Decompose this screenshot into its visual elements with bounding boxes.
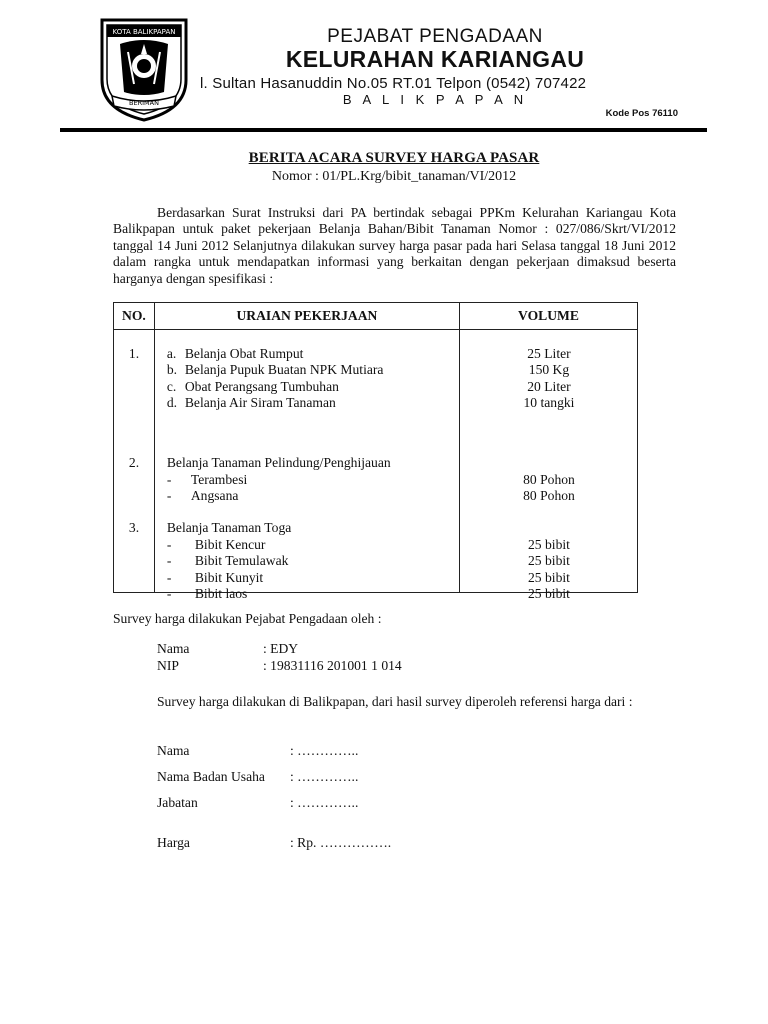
item-volume: 150 Kg [528, 362, 570, 377]
item-volume: 25 bibit [528, 586, 570, 601]
table-header-uraian: URAIAN PEKERJAAN [154, 303, 459, 330]
no-column [114, 330, 155, 593]
ref-name-value: : ………….. [290, 743, 359, 758]
header-city: B A L I K P A P A N [342, 92, 528, 107]
ref-price-label: Harga [157, 835, 190, 850]
logo-top-text: KOTA BALIKPAPAN [112, 28, 176, 36]
header-office: PEJABAT PENGADAAN [327, 26, 543, 47]
item-description: Bibit laos [194, 586, 248, 601]
item-marker: - [166, 553, 172, 568]
item-marker: - [166, 570, 172, 585]
ref-company-label: Nama Badan Usaha [157, 769, 265, 784]
item-description: Bibit Kencur [194, 537, 266, 552]
item-description: Bibit Kunyit [194, 570, 264, 585]
intro-paragraph: Berdasarkan Surat Instruksi dari PA bertindak sebagai PPKm Kelurahan Kariangau Kota Balikpapan untuk paket pekerjaan Belanja Bahan/Bibit Tanaman Nomor : 027/086/Skrt/VI/2012 tanggal 14 Juni 2012 Selanjutnya dilakukan survey harga pasar pada hari Selasa tanggal 18 Juni 2012 dalam rangka untuk mendapatkan informasi yang berkaitan dengan pekerjaan dimaksud beserta harganya dengan spesifikasi : [113, 205, 676, 286]
table-header-volume: VOLUME [459, 303, 637, 330]
survey-by-line: Survey harga dilakukan Pejabat Pengadaan oleh : [113, 611, 382, 626]
item-volume: 10 tangki [523, 395, 575, 410]
header-kelurahan: KELURAHAN KARIANGAU [285, 46, 585, 72]
officer-nip-label: NIP [157, 658, 179, 673]
item-marker: b. [166, 362, 178, 377]
item-marker: - [166, 488, 172, 503]
work-items-table [113, 302, 638, 601]
item-description: Obat Perangsang Tumbuhan [184, 379, 339, 394]
item-volume: 25 bibit [528, 553, 570, 568]
survey-location-paragraph: Survey harga dilakukan di Balikpapan, dari hasil survey diperoleh referensi harga dari : [157, 694, 633, 709]
item-number: 1. [128, 346, 140, 361]
item-group-title: Belanja Tanaman Pelindung/Penghijauan [166, 455, 391, 470]
item-volume: 25 bibit [528, 537, 570, 552]
item-marker: - [166, 586, 172, 601]
item-marker: d. [166, 395, 178, 410]
uraian-column [154, 330, 459, 601]
item-marker: a. [166, 346, 177, 361]
item-number: 3. [128, 520, 140, 535]
item-group-title: Belanja Tanaman Toga [166, 520, 292, 535]
table-header-no: NO. [114, 303, 155, 330]
item-description: Belanja Air Siram Tanaman [184, 395, 336, 410]
item-description: Bibit Temulawak [194, 553, 289, 568]
item-marker: c. [166, 379, 177, 394]
item-description: Terambesi [190, 472, 248, 487]
item-marker: - [166, 472, 172, 487]
ref-company-value: : ………….. [290, 769, 359, 784]
item-marker: - [166, 537, 172, 552]
balikpapan-crest-logo [98, 14, 190, 122]
item-description: Angsana [190, 488, 239, 503]
item-volume: 80 Pohon [523, 472, 575, 487]
ref-position-value: : ………….. [290, 795, 359, 810]
volume-column [459, 330, 637, 601]
item-volume: 25 Liter [527, 346, 571, 361]
ref-position-label: Jabatan [157, 795, 198, 810]
ref-price-value: : Rp. ……………. [290, 835, 392, 850]
officer-name-label: Nama [157, 641, 190, 656]
officer-name-value: : EDY [263, 641, 299, 656]
letterhead-rule [60, 128, 707, 132]
item-volume: 80 Pohon [523, 488, 575, 503]
item-volume: 20 Liter [527, 379, 571, 394]
officer-nip-value: : 19831116 201001 1 014 [263, 658, 402, 673]
item-number: 2. [128, 455, 140, 470]
document-number: Nomor : 01/PL.Krg/bibit_tanaman/VI/2012 [271, 169, 517, 184]
header-address: l. Sultan Hasanuddin No.05 RT.01 Telpon (0542) 707422 [200, 75, 587, 92]
logo-banner-text: BERIMAN [129, 99, 159, 107]
ref-name-label: Nama [157, 743, 190, 758]
item-description: Belanja Obat Rumput [184, 346, 304, 361]
item-volume: 25 bibit [528, 570, 570, 585]
header-postal-code: Kode Pos 76110 [605, 108, 678, 119]
item-description: Belanja Pupuk Buatan NPK Mutiara [184, 362, 384, 377]
document-title: BERITA ACARA SURVEY HARGA PASAR [248, 150, 540, 166]
